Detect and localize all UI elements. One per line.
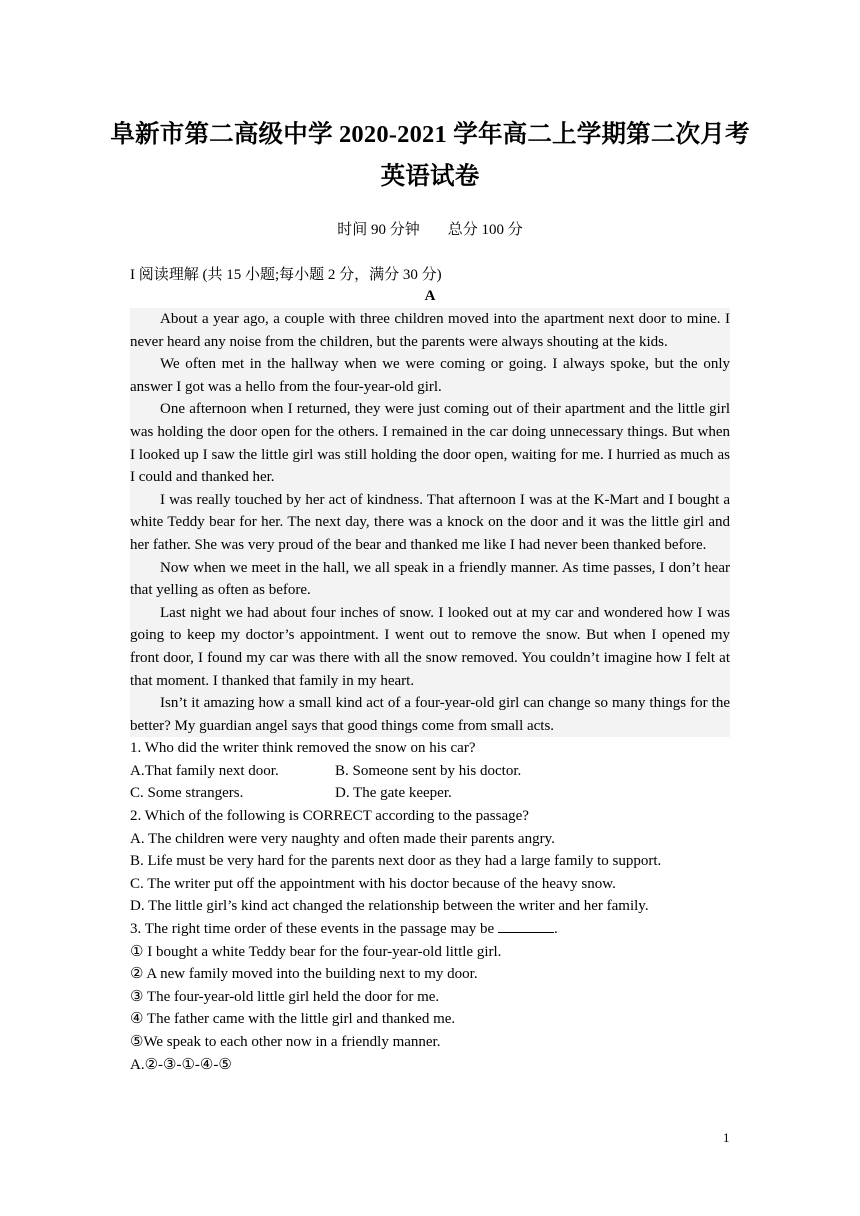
event-item: ④ The father came with the little girl and thanked me. (130, 1011, 456, 1028)
option-b: B. Life must be very hard for the parents next door as they had a large family to support. (130, 853, 662, 870)
passage-paragraph: About a year ago, a couple with three children moved into the apartment next door to mine. I never heard any noise from the children, but the parents were always shouting at the kids. (130, 308, 730, 353)
passage-paragraph: Last night we had about four inches of snow. I looked out at my car and wondered how I was going to keep my doctor’s appointment. I went out to remove the snow. But when I opened my front door, I found my car was there with all the snow removed. You couldn’t imagine how I felt at that moment. I thanked that family in my heart. (130, 602, 730, 692)
option-row (130, 760, 730, 783)
event-item: ⑤We speak to each other now in a friendly manner. (130, 1034, 441, 1050)
passage-label: A (424, 288, 436, 304)
passage-paragraph: We often met in the hallway when we were coming or going. I always spoke, but the only answer I got was a hello from the four-year-old girl. (130, 353, 730, 398)
document-body (130, 308, 730, 1076)
option-b: B. Someone sent by his doctor. (335, 762, 522, 779)
exam-subtitle: 英语试卷 (380, 163, 480, 190)
option-d: D. The little girl’s kind act changed the relationship between the writer and her family. (130, 898, 649, 915)
option-a: A.That family next door. (130, 762, 279, 779)
passage-paragraph: Now when we meet in the hall, we all speak in a friendly manner. As time passes, I don’t hear that yelling as often as before. (130, 557, 730, 602)
option-c: C. The writer put off the appointment with his doctor because of the heavy snow. (130, 875, 616, 892)
option-row (130, 782, 730, 805)
answer-blank (498, 918, 554, 933)
passage-paragraph: One afternoon when I returned, they were just coming out of their apartment and the little girl was holding the door open for the others. I remained in the car doing unnecessary things. But when I looked up I saw the little girl was still holding the door open, waiting for me. I hurried as much as I could and thanked her. (130, 398, 730, 488)
option-c: C. Some strangers. (130, 785, 244, 802)
question-stem-text: 3. The right time order of these events in the passage may be (130, 921, 495, 938)
passage-paragraph: I was really touched by her act of kindness. That afternoon I was at the K-Mart and I bought a white Teddy bear for her. The next day, there was a knock on the door and it was the little girl and her father. She was very proud of the bear and thanked me like I had never been thanked before. (130, 489, 730, 557)
exam-time: 时间 90 分钟 (337, 222, 420, 238)
option-a: A. The children were very naughty and often made their parents angry. (130, 830, 555, 847)
exam-title: 阜新市第二高级中学 2020-2021 学年高二上学期第二次月考 (110, 121, 750, 148)
exam-meta (0, 218, 860, 239)
question-stem: 1. Who did the writer think removed the snow on his car? (130, 740, 476, 757)
option-a: A.②-③-①-④-⑤ (130, 1056, 232, 1073)
passage-paragraph: Isn’t it amazing how a small kind act of a four-year-old girl can change so many things for the better? My guardian angel says that good things come from small acts. (130, 692, 730, 737)
event-item: ① I bought a white Teddy bear for the four-year-old little girl. (130, 943, 502, 960)
question-stem: 2. Which of the following is CORRECT according to the passage? (130, 808, 529, 825)
exam-total: 总分 100 分 (447, 222, 523, 238)
page-number: 1 (723, 1130, 730, 1145)
event-item: ② A new family moved into the building next to my door. (130, 966, 478, 983)
section-heading: I 阅读理解 (共 15 小题;每小题 2 分，满分 30 分) (130, 267, 442, 283)
event-item: ③ The four-year-old little girl held the door for me. (130, 988, 440, 1005)
option-d: D. The gate keeper. (335, 785, 452, 802)
question-stem: 3. The right time order of these events in the passage may be . (130, 918, 730, 941)
